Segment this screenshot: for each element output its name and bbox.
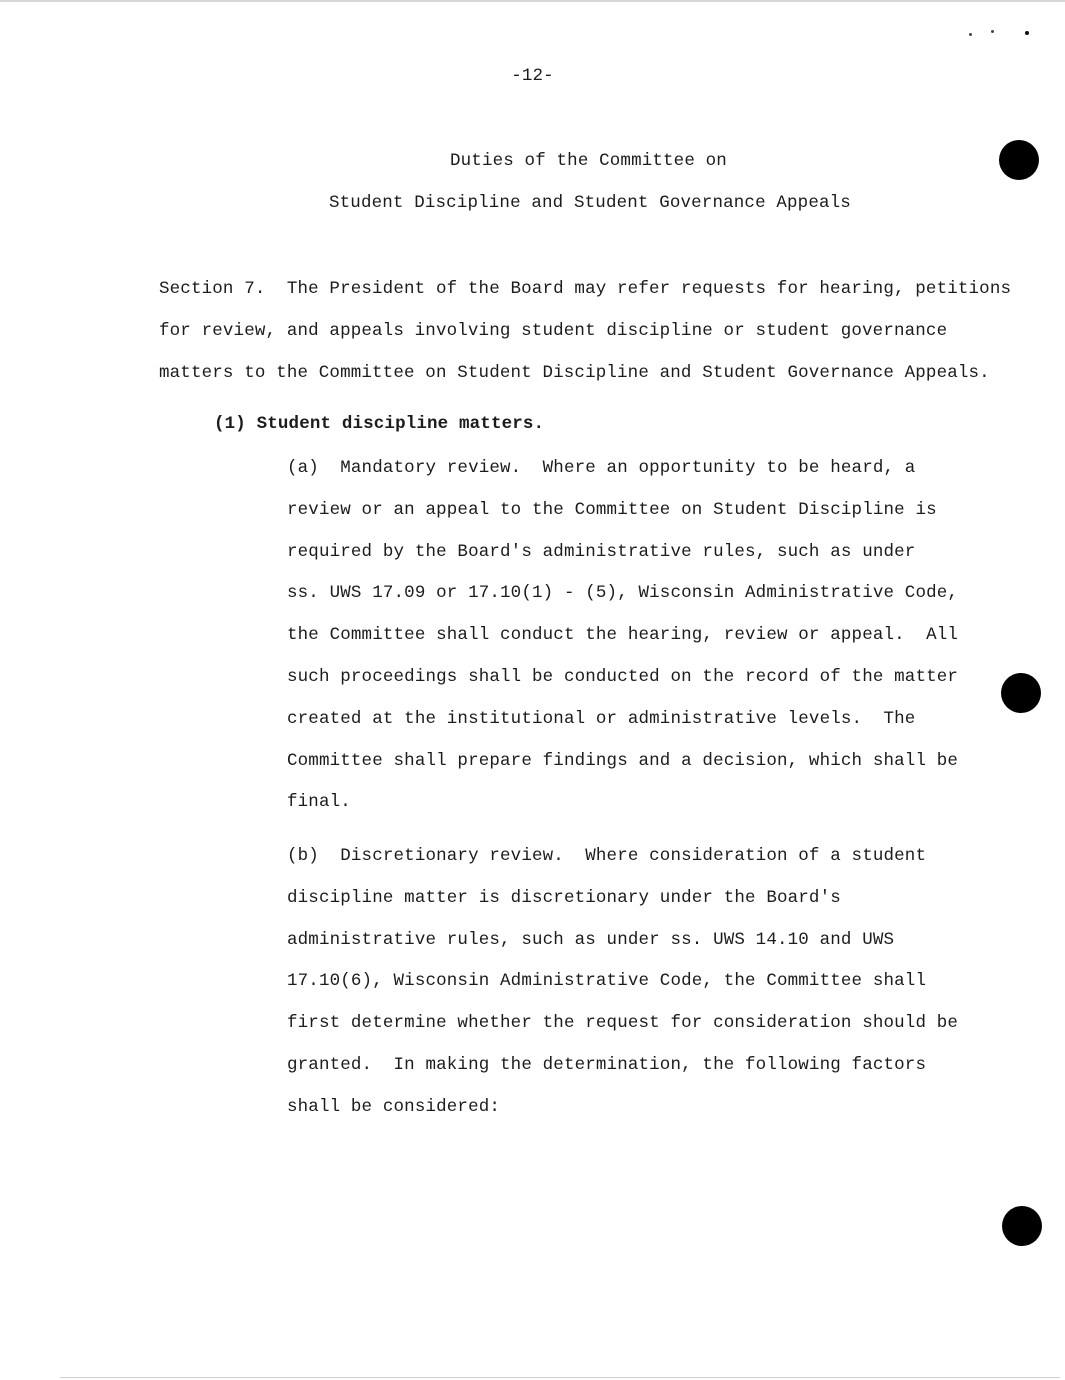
scan-edge-bottom <box>60 1377 1060 1378</box>
section7-line: for review, and appeals involving student discipline or student governance <box>159 321 948 341</box>
heading-line-1: Duties of the Committee on <box>450 151 727 171</box>
para-b-line: first determine whether the request for consideration should be <box>287 1013 959 1033</box>
para-a-line: (a) Mandatory review. Where an opportunity to be heard, a <box>287 458 916 478</box>
subsection-title: (1) Student discipline matters. <box>214 414 545 434</box>
scan-speck <box>969 33 972 36</box>
heading-line-2: Student Discipline and Student Governance Appeals <box>329 193 851 213</box>
para-b-line: granted. In making the determination, the following factors <box>287 1055 927 1075</box>
para-a-line: required by the Board's administrative rules, such as under <box>287 542 916 562</box>
para-b-line: (b) Discretionary review. Where consideration of a student <box>287 846 927 866</box>
para-b-line: administrative rules, such as under ss. UWS 14.10 and UWS <box>287 930 895 950</box>
scan-speck <box>1025 31 1029 35</box>
para-a-line: review or an appeal to the Committee on Student Discipline is <box>287 500 937 520</box>
para-b-line: 17.10(6), Wisconsin Administrative Code, the Committee shall <box>287 971 927 991</box>
punch-hole <box>1002 1206 1042 1246</box>
para-a-line: the Committee shall conduct the hearing, review or appeal. All <box>287 625 959 645</box>
para-a-line: such proceedings shall be conducted on the record of the matter <box>287 667 959 687</box>
para-a-line: final. <box>287 792 351 812</box>
section7-line: matters to the Committee on Student Discipline and Student Governance Appeals. <box>159 363 990 383</box>
scan-edge-top <box>0 0 1065 2</box>
section7-line: Section 7. The President of the Board may refer requests for hearing, petitions <box>159 279 1012 299</box>
page-number: -12- <box>511 66 554 86</box>
para-a-line: Committee shall prepare findings and a decision, which shall be <box>287 751 959 771</box>
para-a-line: ss. UWS 17.09 or 17.10(1) - (5), Wisconsin Administrative Code, <box>287 583 959 603</box>
para-a-line: created at the institutional or administrative levels. The <box>287 709 916 729</box>
para-b-line: discipline matter is discretionary under the Board's <box>287 888 841 908</box>
para-b-line: shall be considered: <box>287 1097 501 1117</box>
punch-hole <box>1001 673 1041 713</box>
punch-hole <box>999 140 1039 180</box>
scan-speck <box>991 30 994 33</box>
